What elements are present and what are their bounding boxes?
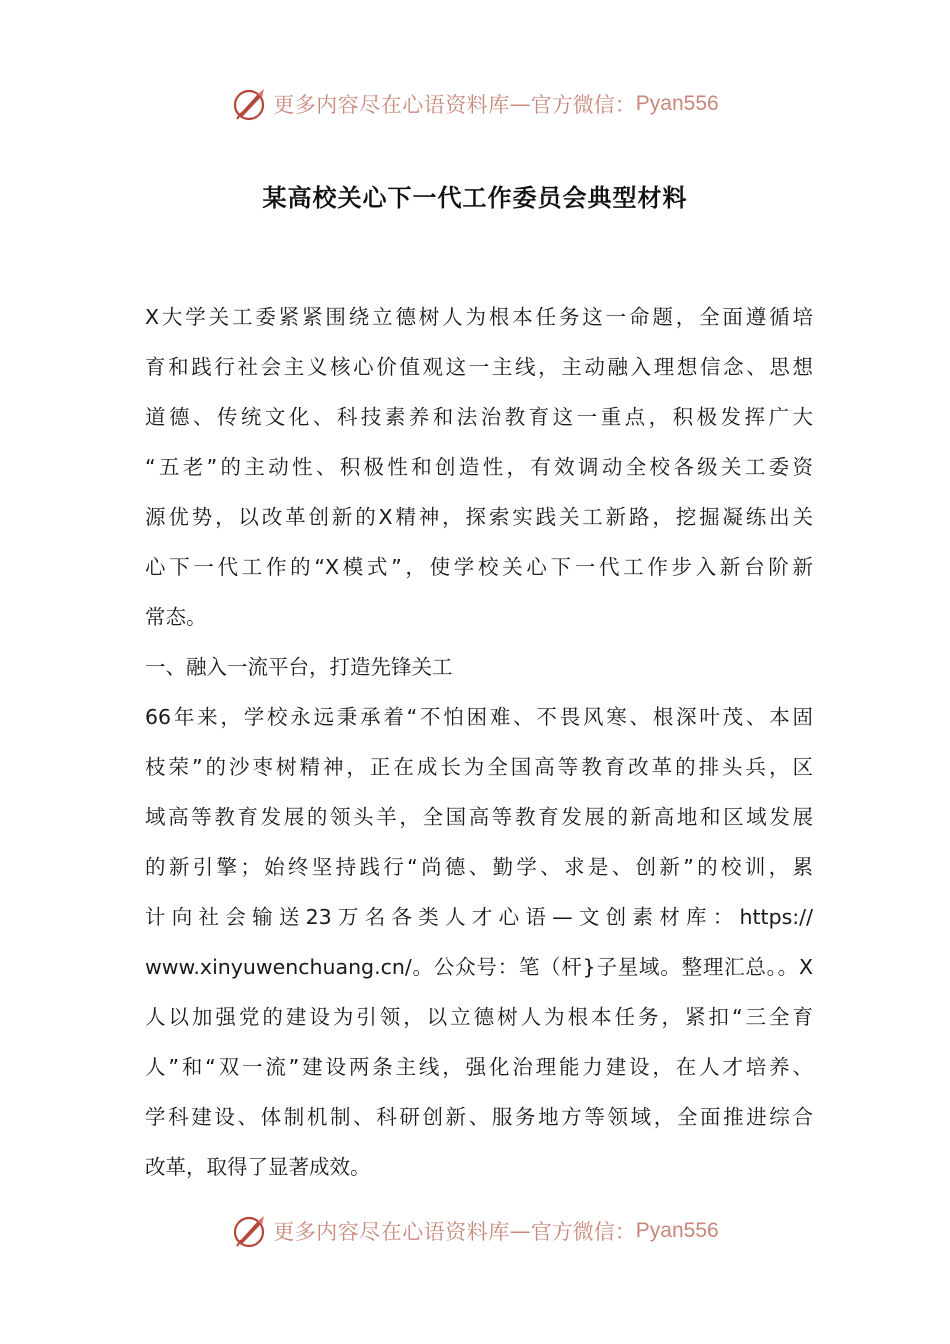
- body-line: 心下一代工作的“X模式”，使学校关心下一代工作步入新台阶新: [145, 555, 813, 579]
- body-line: 学科建设、体制机制、科研创新、服务地方等领域，全面推进综合: [145, 1105, 813, 1129]
- body-line: 改革，取得了显著成效。: [145, 1155, 371, 1179]
- banner-text: 更多内容尽在心语资料库: [273, 93, 510, 117]
- body-line: 常态。: [145, 605, 207, 629]
- section-heading: 一、融入一流平台，打造先锋关工: [145, 655, 453, 679]
- footer-banner: [0, 1209, 950, 1253]
- document-body: [145, 292, 813, 1192]
- body-line: 源优势，以改革创新的X精神，探索实践关工新路，挖掘凝练出关: [145, 505, 813, 529]
- banner-text: 更多内容尽在心语资料库: [273, 1220, 510, 1244]
- banner-wechat-label: 官方微信：: [530, 1220, 636, 1244]
- body-line: 的新引擎；始终坚持践行“尚德、勤学、求是、创新”的校训，累: [145, 855, 813, 879]
- banner-wechat-label: 官方微信：: [530, 93, 636, 117]
- body-line: 育和践行社会主义核心价值观这一主线，主动融入理想信念、思想: [145, 355, 813, 379]
- banner-wechat-id: Pyan556: [635, 92, 719, 115]
- header-banner: [0, 82, 950, 126]
- body-line: 66年来，学校永远秉承着“不怕困难、不畏风寒、根深叶茂、本固: [145, 705, 813, 729]
- body-line: 道德、传统文化、科技素养和法治教育这一重点，积极发挥广大: [145, 405, 813, 429]
- body-line: X大学关工委紧紧围绕立德树人为根本任务这一命题，全面遵循培: [145, 305, 813, 329]
- quill-pen-icon: [231, 86, 267, 122]
- banner-wechat-id: Pyan556: [635, 1219, 719, 1242]
- body-line: 域高等教育发展的领头羊，全国高等教育发展的新高地和区域发展: [145, 805, 813, 829]
- body-line: 人”和“双一流”建设两条主线，强化治理能力建设，在人才培养、: [145, 1055, 813, 1079]
- body-line: 人以加强党的建设为引领，以立德树人为根本任务，紧扣“三全育: [145, 1005, 813, 1029]
- body-line: www.xinyuwenchuang.cn/。公众号：笔（杆}子星域。整理汇总。。X: [145, 955, 813, 979]
- body-line: 枝荣”的沙枣树精神，正在成长为全国高等教育改革的排头兵，区: [145, 755, 813, 779]
- banner-separator: —: [509, 92, 531, 116]
- body-line: 计向社会输送23万名各类人才心语—文创素材库：https://: [145, 905, 813, 929]
- document-title: 某高校关心下一代工作委员会典型材料: [262, 184, 688, 212]
- banner-separator: —: [509, 1219, 531, 1243]
- body-line: “五老”的主动性、积极性和创造性，有效调动全校各级关工委资: [145, 455, 813, 479]
- quill-pen-icon: [231, 1213, 267, 1249]
